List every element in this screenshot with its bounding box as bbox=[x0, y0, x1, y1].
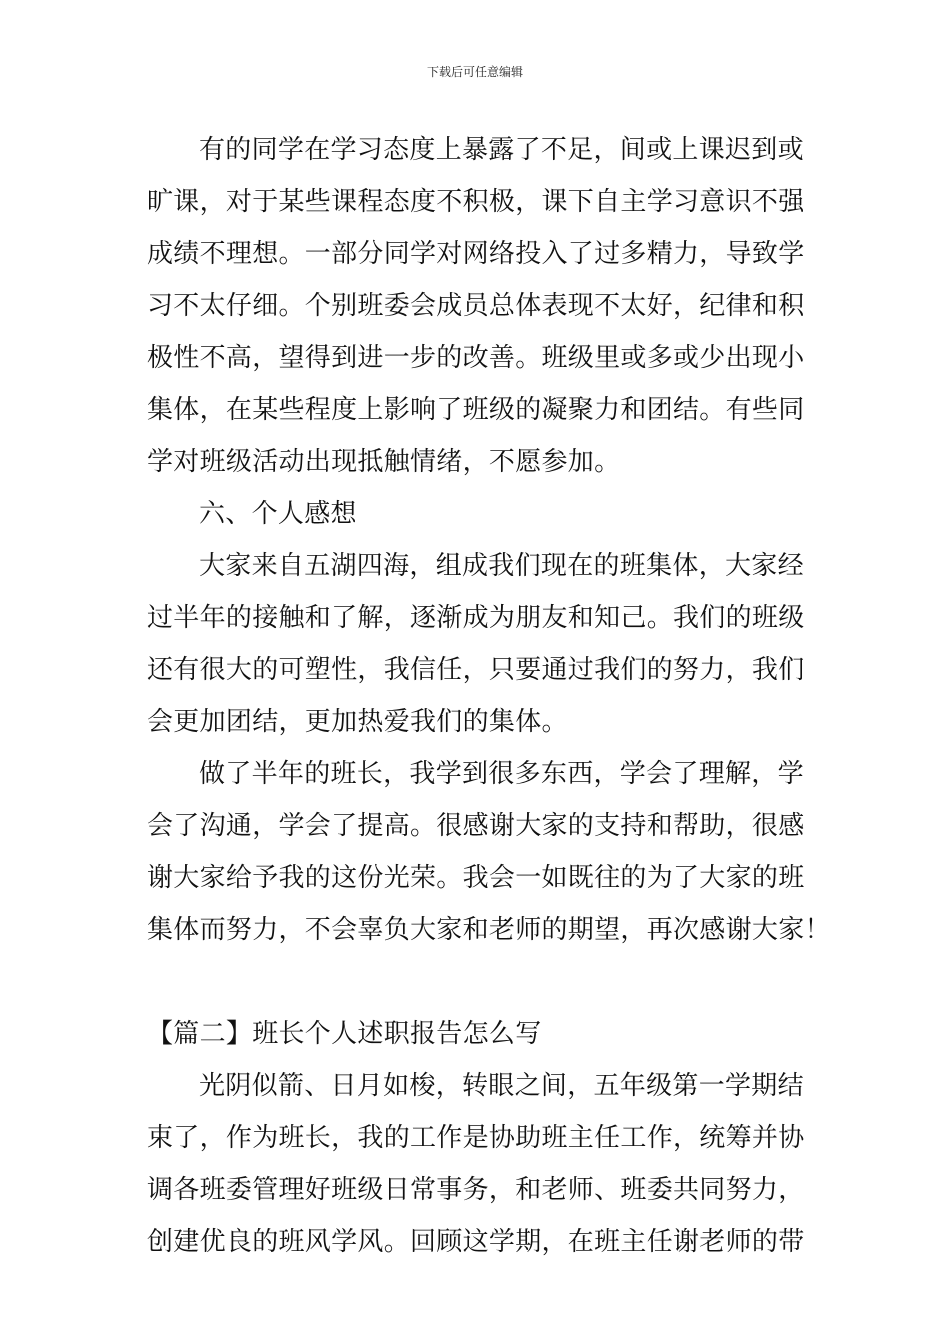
text-line: 大家来自五湖四海，组成我们现在的班集体，大家经 bbox=[199, 551, 804, 581]
text-line: 有的同学在学习态度上暴露了不足，间或上课迟到或 bbox=[199, 135, 804, 165]
text-line: 集体而努力，不会辜负大家和老师的期望，再次感谢大家！ bbox=[147, 915, 831, 945]
text-line: 会更加团结，更加热爱我们的集体。 bbox=[147, 707, 568, 737]
section-heading: 六、个人感想 bbox=[199, 499, 357, 529]
text-line: 光阴似箭、日月如梭，转眼之间，五年级第一学期结 bbox=[199, 1071, 804, 1101]
page-header-note: 下载后可任意编辑 bbox=[426, 65, 523, 79]
text-line: 调各班委管理好班级日常事务，和老师、班委共同努力， bbox=[147, 1175, 805, 1205]
text-line: 学对班级活动出现抵触情绪，不愿参加。 bbox=[147, 447, 621, 477]
text-line: 集体，在某些程度上影响了班级的凝聚力和团结。有些同 bbox=[147, 395, 805, 425]
text-line: 会了沟通，学会了提高。很感谢大家的支持和帮助，很感 bbox=[147, 811, 805, 841]
text-line: 创建优良的班风学风。回顾这学期，在班主任谢老师的带 bbox=[147, 1227, 805, 1257]
text-line: 极性不高，望得到进一步的改善。班级里或多或少出现小 bbox=[147, 343, 805, 373]
paragraph-gap bbox=[147, 956, 812, 1008]
text-line: 还有很大的可塑性，我信任，只要通过我们的努力，我们 bbox=[147, 655, 805, 685]
article-title: 【篇二】班长个人述职报告怎么写 bbox=[147, 1019, 542, 1049]
text-line: 过半年的接触和了解，逐渐成为朋友和知己。我们的班级 bbox=[147, 603, 805, 633]
text-line: 束了，作为班长，我的工作是协助班主任工作，统筹并协 bbox=[147, 1123, 805, 1153]
text-line: 做了半年的班长，我学到很多东西，学会了理解，学 bbox=[199, 759, 804, 789]
text-line: 习不太仔细。个别班委会成员总体表现不太好，纪律和积 bbox=[147, 291, 805, 321]
text-line: 成绩不理想。一部分同学对网络投入了过多精力，导致学 bbox=[147, 239, 805, 269]
text-line: 谢大家给予我的这份光荣。我会一如既往的为了大家的班 bbox=[147, 863, 805, 893]
text-line: 旷课，对于某些课程态度不积极，课下自主学习意识不强 bbox=[147, 187, 805, 217]
document-body bbox=[147, 124, 831, 1268]
